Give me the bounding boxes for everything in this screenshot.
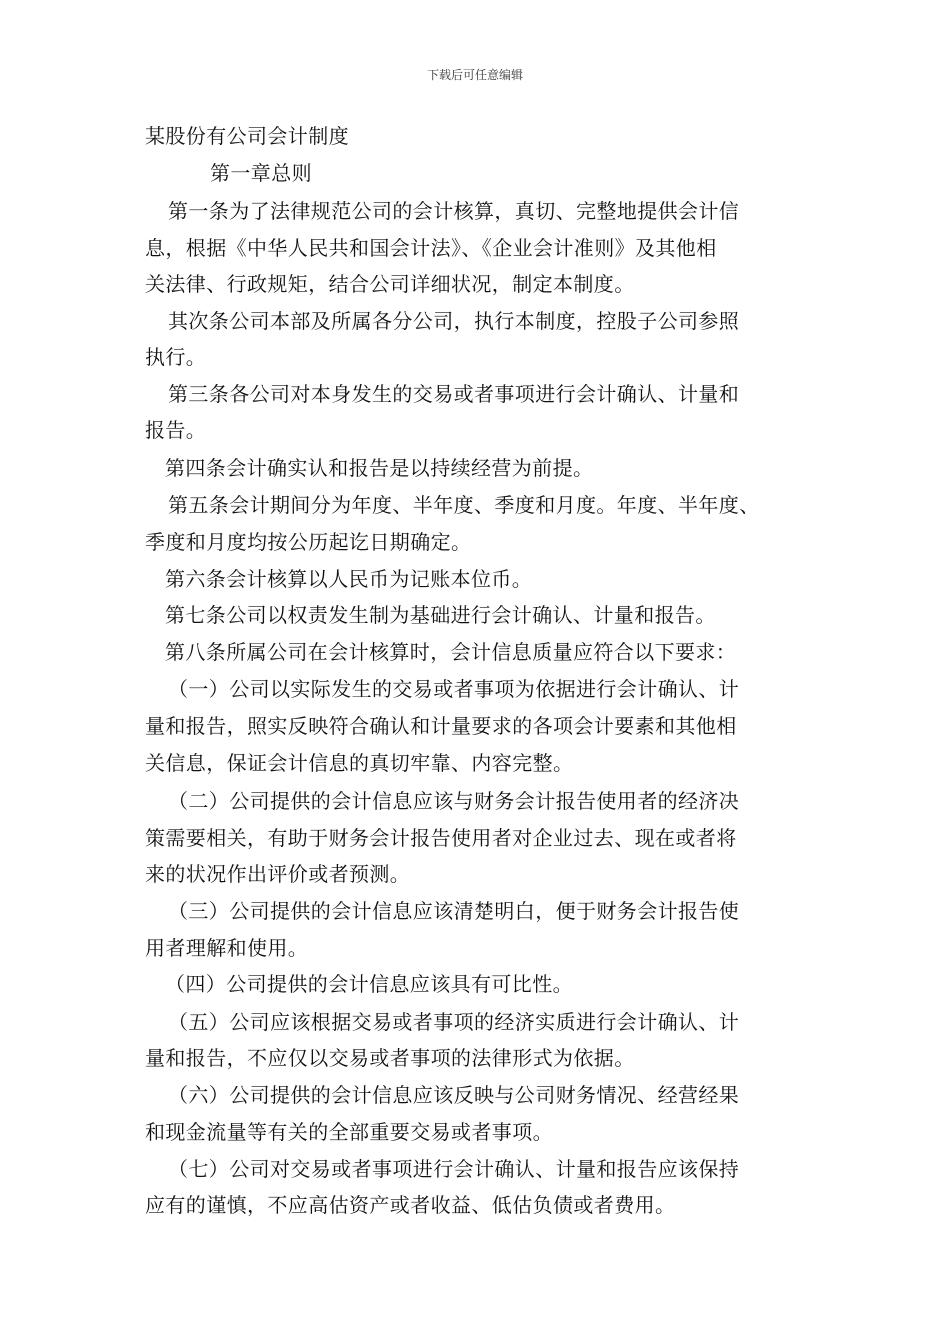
paragraph-line: 应有的谨慎，不应高估资产或者收益、低估负债或者费用。 <box>145 1193 676 1217</box>
paragraph-line: 和现金流量等有关的全部重要交易或者事项。 <box>145 1120 553 1144</box>
paragraph-line: 第六条会计核算以人民币为记账本位币。 <box>165 567 533 591</box>
paragraph-line: 第八条所属公司在会计核算时，会计信息质量应符合以下要求： <box>165 640 737 664</box>
paragraph-line: 用者理解和使用。 <box>145 936 309 960</box>
paragraph-line: 第一条为了法律规范公司的会计核算，真切、完整地提供会计信 <box>168 199 740 223</box>
paragraph-line: 第五条会计期间分为年度、半年度、季度和月度。年度、半年度、 <box>168 493 760 517</box>
document-title: 某股份有公司会计制度 <box>145 124 349 148</box>
paragraph-line: 量和报告，照实反映符合确认和计量要求的各项会计要素和其他相 <box>145 714 737 738</box>
paragraph-line: 第三条各公司对本身发生的交易或者事项进行会计确认、计量和 <box>168 382 740 406</box>
paragraph-line: 第七条公司以权责发生制为基础进行会计确认、计量和报告。 <box>165 603 716 627</box>
paragraph-line: （三）公司提供的会计信息应该清楚明白，便于财务会计报告使 <box>168 899 740 923</box>
paragraph-line: （六）公司提供的会计信息应该反映与公司财务情况、经营经果 <box>168 1083 740 1107</box>
paragraph-line: （一）公司以实际发生的交易或者事项为依据进行会计确认、计 <box>168 677 740 701</box>
paragraph-line: 报告。 <box>145 418 207 442</box>
paragraph-line: （二）公司提供的会计信息应该与财务会计报告使用者的经济决 <box>168 789 740 813</box>
paragraph-line: （七）公司对交易或者事项进行会计确认、计量和报告应该保持 <box>168 1157 740 1181</box>
paragraph-line: 来的状况作出评价或者预测。 <box>145 862 411 886</box>
paragraph-line: 息，根据《中华人民共和国会计法》、《企业会计准则》及其他相 <box>145 236 717 260</box>
page-header: 下载后可任意编辑 <box>426 68 523 82</box>
paragraph-line: （四）公司提供的会计信息应该具有可比性。 <box>165 972 573 996</box>
paragraph-line: 关信息，保证会计信息的真切牢靠、内容完整。 <box>145 751 574 775</box>
paragraph-line: 策需要相关，有助于财务会计报告使用者对企业过去、现在或者将 <box>145 826 737 850</box>
paragraph-line: 第四条会计确实认和报告是以持续经营为前提。 <box>165 456 594 480</box>
paragraph-line: （五）公司应该根据交易或者事项的经济实质进行会计确认、计 <box>168 1010 740 1034</box>
paragraph-line: 量和报告，不应仅以交易或者事项的法律形式为依据。 <box>145 1046 635 1070</box>
paragraph-line: 季度和月度均按公历起讫日期确定。 <box>145 530 472 554</box>
paragraph-line: 其次条公司本部及所属各分公司，执行本制度，控股子公司参照 <box>168 309 740 333</box>
chapter-title: 第一章总则 <box>210 161 312 185</box>
paragraph-line: 关法律、行政规矩，结合公司详细状况，制定本制度。 <box>145 272 635 296</box>
paragraph-line: 执行。 <box>145 345 207 369</box>
